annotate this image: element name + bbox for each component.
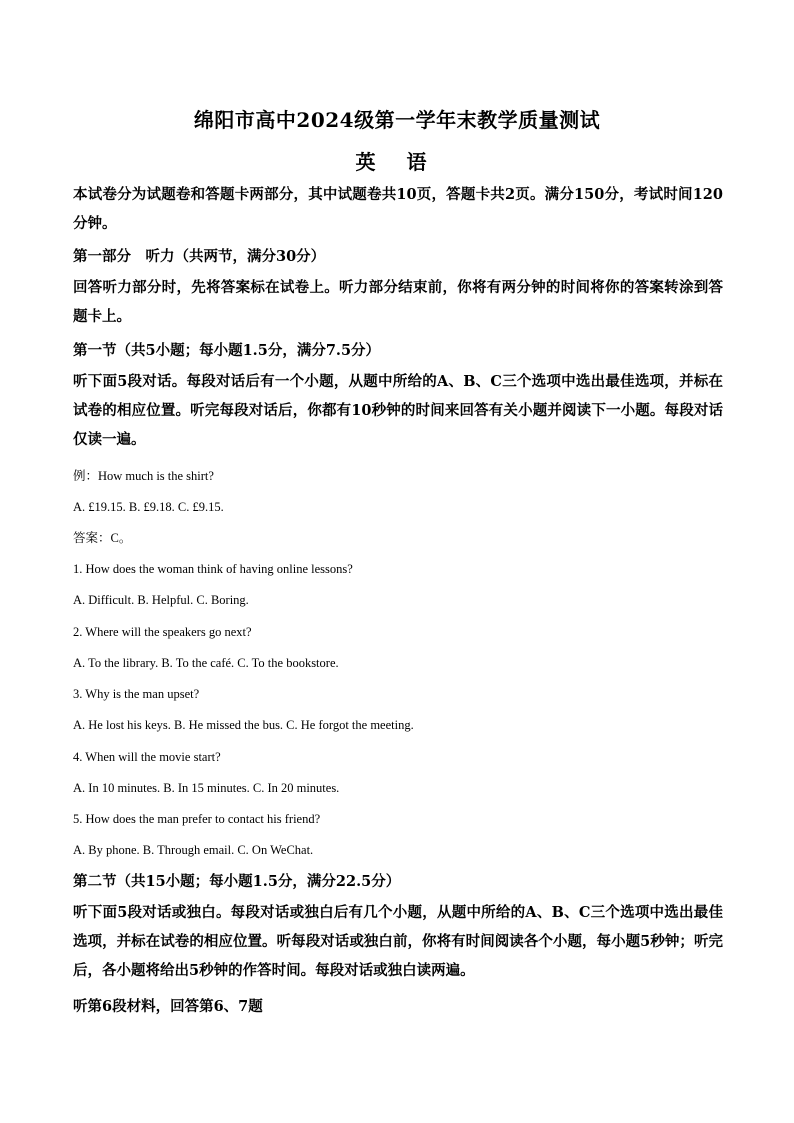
question-3-options: A. He lost his keys. B. He missed the bus. C. He forgot the meeting. bbox=[73, 718, 414, 732]
question-3: 3. Why is the man upset? bbox=[73, 687, 200, 701]
subject-title: 英 语 bbox=[355, 150, 439, 174]
section2-heading: 第二节（共15小题；每小题1.5分，满分22.5分） bbox=[73, 873, 401, 890]
question-1: 1. How does the woman think of having online lessons? bbox=[73, 562, 353, 576]
example-options: A. £19.15. B. £9.18. C. £9.15. bbox=[73, 500, 224, 514]
example-question: 例：How much is the shirt? bbox=[73, 469, 214, 483]
question-2: 2. Where will the speakers go next? bbox=[73, 625, 252, 639]
material-6-heading: 听第6段材料，回答第6、7题 bbox=[73, 998, 263, 1015]
section1-heading: 第一节（共5小题；每小题1.5分，满分7.5分） bbox=[73, 342, 381, 359]
exam-intro: 本试卷分为试题卷和答题卡两部分，其中试题卷共10页，答题卡共2页。满分150分，考试时间120分钟。 bbox=[73, 186, 723, 232]
question-2-options: A. To the library. B. To the café. C. To the bookstore. bbox=[73, 656, 339, 670]
part1-heading: 第一部分 听力（共两节，满分30分） bbox=[73, 248, 326, 265]
section1-directions: 听下面5段对话。每段对话后有一个小题，从题中所给的A、B、C三个选项中选出最佳选项，并标在试卷的相应位置。听完每段对话后，你都有10秒钟的时间来回答有关小题并阅读下一小题。每段对话仅读一遍。 bbox=[73, 373, 723, 448]
question-4-options: A. In 10 minutes. B. In 15 minutes. C. In 20 minutes. bbox=[73, 781, 340, 795]
question-4: 4. When will the movie start? bbox=[73, 750, 221, 764]
question-5-options: A. By phone. B. Through email. C. On WeChat. bbox=[73, 843, 314, 857]
example-answer: 答案：C。 bbox=[73, 531, 132, 545]
question-5: 5. How does the man prefer to contact his friend? bbox=[73, 812, 321, 826]
question-1-options: A. Difficult. B. Helpful. C. Boring. bbox=[73, 593, 249, 607]
part1-note: 回答听力部分时，先将答案标在试卷上。听力部分结束前，你将有两分钟的时间将你的答案转涂到答题卡上。 bbox=[73, 279, 723, 325]
exam-title: 绵阳市高中2024级第一学年末教学质量测试 bbox=[193, 108, 601, 132]
section2-directions: 听下面5段对话或独白。每段对话或独白后有几个小题，从题中所给的A、B、C三个选项中选出最佳选项，并标在试卷的相应位置。听每段对话或独白前，你将有时间阅读各个小题，每小题5秒钟；听完后，各小题将给出5秒钟的作答时间。每段对话或独白读两遍。 bbox=[73, 904, 723, 979]
